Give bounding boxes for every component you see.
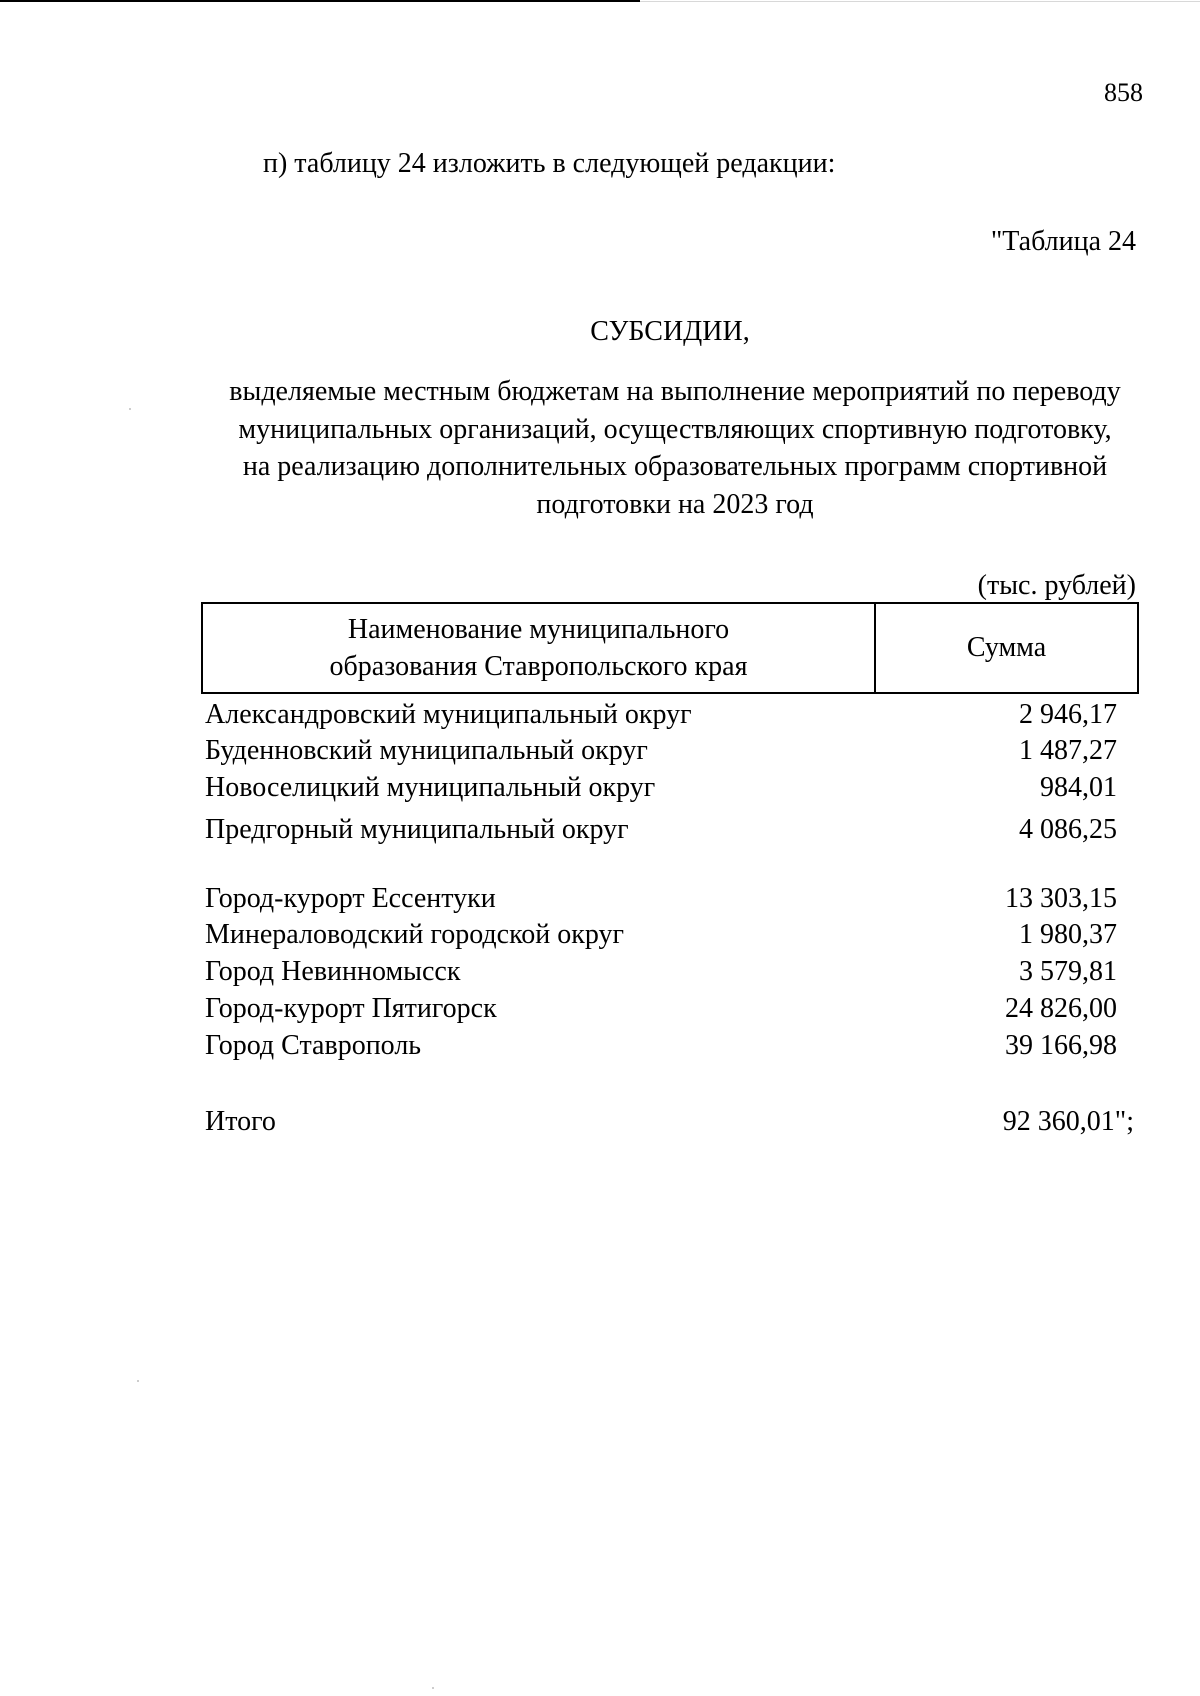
row-name: Буденновский муниципальный округ	[205, 735, 648, 766]
table-row	[205, 813, 1117, 847]
scan-edge-line-faint	[640, 1, 1200, 2]
page-number: 858	[1104, 78, 1143, 107]
total-row	[205, 1105, 1134, 1139]
row-amount: 39 166,98	[1005, 1030, 1117, 1061]
row-name: Предгорный муниципальный округ	[205, 814, 629, 845]
table-header	[201, 602, 1139, 694]
row-name: Город Невинномысск	[205, 956, 461, 987]
header-name-line: образования Ставропольского края	[329, 651, 748, 682]
document-subtitle	[203, 373, 1147, 523]
scan-speck	[137, 1380, 139, 1382]
units-label: (тыс. рублей)	[977, 570, 1136, 601]
row-name: Новоселицкий муниципальный округ	[205, 772, 656, 803]
table-row	[205, 918, 1117, 952]
table-row	[205, 698, 1117, 732]
row-amount: 1 980,37	[1019, 919, 1117, 950]
table-row	[205, 992, 1117, 1026]
table-row	[205, 955, 1117, 989]
total-amount: 92 360,01";	[1002, 1106, 1134, 1137]
row-name: Александровский муниципальный округ	[205, 699, 692, 730]
subtitle-line: муниципальных организаций, осуществляющих спортивную подготовку,	[238, 413, 1112, 445]
table-row	[205, 1029, 1117, 1063]
scan-speck	[129, 408, 131, 410]
subtitle-line: выделяемые местным бюджетам на выполнение мероприятий по переводу	[229, 376, 1121, 407]
row-amount: 4 086,25	[1019, 814, 1117, 845]
header-sum-cell: Сумма	[966, 632, 1047, 663]
scan-edge-line	[0, 0, 640, 2]
table-row	[205, 882, 1117, 916]
row-amount: 13 303,15	[1005, 883, 1117, 914]
table-label: "Таблица 24	[990, 226, 1136, 257]
row-amount: 3 579,81	[1019, 956, 1117, 987]
total-label: Итого	[205, 1106, 276, 1137]
header-name-line: Наименование муниципального	[347, 614, 730, 645]
subtitle-line: на реализацию дополнительных образовательных программ спортивной	[242, 451, 1108, 482]
subtitle-line: подготовки на 2023 год	[536, 488, 814, 520]
row-amount: 1 487,27	[1019, 735, 1117, 766]
document-title: СУБСИДИИ,	[590, 316, 750, 347]
row-name: Город-курорт Пятигорск	[205, 993, 497, 1024]
row-amount: 984,01	[1040, 772, 1117, 803]
scan-speck	[432, 1687, 434, 1689]
table-row	[205, 734, 1117, 768]
row-amount: 2 946,17	[1019, 699, 1117, 730]
table-row	[205, 771, 1117, 805]
row-amount: 24 826,00	[1005, 993, 1117, 1024]
amendment-intro: п) таблицу 24 изложить в следующей редакции:	[263, 148, 836, 179]
header-name-cell	[203, 604, 876, 692]
row-name: Минераловодский городской округ	[205, 919, 624, 950]
row-name: Город-курорт Ессентуки	[205, 883, 496, 914]
row-name: Город Ставрополь	[205, 1030, 422, 1061]
